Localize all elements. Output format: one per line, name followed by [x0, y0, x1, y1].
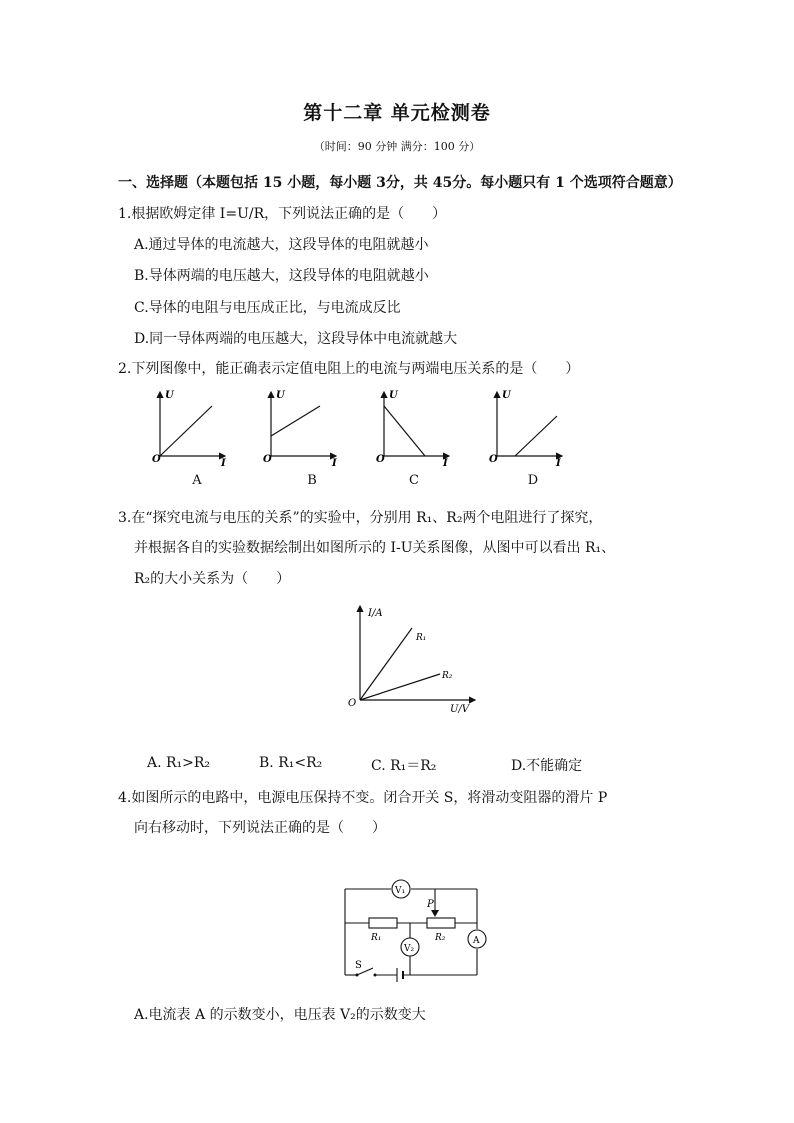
q2-graph-d	[489, 390, 562, 466]
q2-b-axis-u: U	[276, 390, 285, 401]
q1-option-b: B.导体两端的电压越大，这段导体的电阻就越小	[134, 268, 429, 284]
q3-line-1: 3.在“探究电流与电压的关系”的实验中，分别用 R₁、R₂两个电阻进行了探究，	[118, 510, 603, 526]
v2-label: V₂	[404, 944, 415, 954]
q2-graph-c	[376, 390, 449, 466]
section-heading: 一、选择题（本题包括 15 小题，每小题 3分，共 45分。每小题只有 1 个选项符合题意）	[118, 175, 682, 191]
q3-line-2: 并根据各自的实验数据绘制出如图所示的 I-U关系图像，从图中可以看出 R₁、	[134, 540, 616, 556]
q2-label-c: C	[409, 473, 419, 488]
exam-info: （时间：90 分钟 满分：100 分）	[313, 140, 481, 153]
q3-y-label: I/A	[368, 608, 383, 619]
q3-iu-graph	[340, 600, 480, 715]
q2-b-origin: O	[263, 454, 272, 465]
resistor-r1	[369, 918, 397, 928]
rheostat-r2	[427, 918, 455, 928]
q2-d-origin: O	[489, 454, 498, 465]
q3-origin: O	[348, 698, 357, 709]
q1-option-a: A.通过导体的电流越大，这段导体的电阻就越小	[134, 237, 429, 253]
q1-stem: 1.根据欧姆定律 I=U/R，下列说法正确的是（ ）	[118, 206, 447, 222]
q2-c-origin: O	[376, 454, 385, 465]
q2-a-origin: O	[152, 454, 161, 465]
q3-line-r2	[360, 674, 440, 700]
q2-label-b: B	[307, 473, 317, 488]
q1-option-d: D.同一导体两端的电压越大，这段导体中电流就越大	[134, 331, 458, 347]
q2-graph-a	[152, 390, 226, 466]
q4-circuit-diagram	[335, 872, 495, 982]
q4-line-1: 4.如图所示的电路中，电源电压保持不变。闭合开关 S，将滑动变阻器的滑片 P	[118, 790, 608, 806]
q2-d-axis-i: I	[556, 458, 561, 466]
page-title: 第十二章 单元检测卷	[303, 102, 491, 124]
q3-x-label: U/V	[450, 704, 470, 715]
q3-r2-label: R₂	[442, 671, 453, 681]
q4-line-2: 向右移动时，下列说法正确的是（ ）	[134, 820, 386, 836]
slider-p-label: P	[427, 899, 434, 910]
r2-label: R₂	[435, 933, 446, 943]
switch-label: S	[355, 960, 362, 971]
q4-option-a: A.电流表 A 的示数变小，电压表 V₂的示数变大	[134, 1007, 426, 1023]
q3-option-b: B. R₁<R₂	[259, 755, 323, 771]
q3-option-d: D.不能确定	[511, 758, 583, 774]
q3-option-c: C. R₁＝R₂	[371, 758, 437, 774]
slider-p-arrow	[431, 910, 439, 917]
q1-option-c: C.导体的电阻与电压成正比，与电流成反比	[134, 300, 401, 316]
q2-a-axis-u: U	[165, 390, 174, 401]
v1-label: V₁	[395, 886, 406, 896]
q3-option-a: A. R₁>R₂	[147, 755, 211, 771]
q3-line-r1	[360, 628, 412, 700]
q2-c-axis-u: U	[389, 390, 398, 401]
q2-label-a: A	[192, 473, 202, 488]
q2-b-axis-i: I	[332, 458, 337, 466]
r1-label: R₁	[371, 933, 382, 943]
q3-line-3: R₂的大小关系为（ ）	[134, 571, 291, 587]
q2-d-axis-u: U	[502, 390, 511, 401]
q3-r1-label: R₁	[416, 633, 427, 643]
q2-c-axis-i: I	[443, 458, 448, 466]
q2-label-d: D	[527, 473, 539, 488]
q2-graph-b	[263, 390, 337, 466]
q2-a-axis-i: I	[221, 458, 226, 466]
q2-stem: 2.下列图像中，能正确表示定值电阻上的电流与两端电压关系的是（ ）	[118, 361, 580, 377]
ammeter-label: A	[473, 936, 480, 946]
q2-graphs	[145, 386, 585, 466]
